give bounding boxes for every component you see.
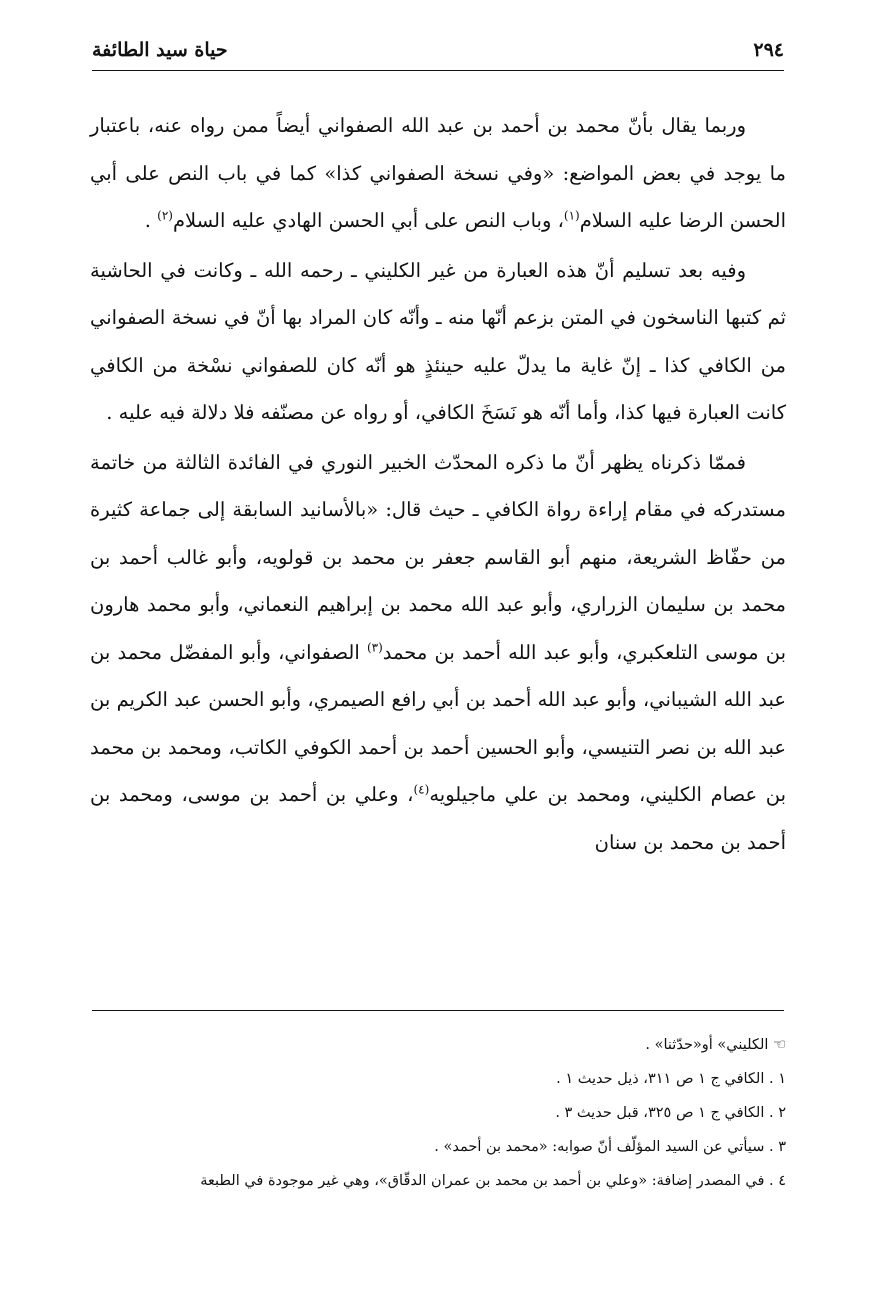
footnote-continuation: ☜ الكليني» أو«حدّثنا» . [645, 1037, 786, 1053]
footnotes [90, 1028, 786, 1198]
paragraph-2 [90, 247, 786, 437]
page-number: ٢٩٤ [753, 39, 784, 61]
footnote-ref-2: (٢) [157, 208, 173, 223]
footnote-rule [92, 1010, 784, 1011]
paragraph-3 [90, 439, 786, 867]
paragraph-text: ، وباب النص على أبي الحسن الهادي عليه السلام [172, 209, 564, 232]
footnote-ref-4: (٤) [413, 782, 430, 797]
paragraph-text: ، وعلي بن أحمد بن موسى، ومحمد بن أحمد بن محمد بن سنان [90, 783, 786, 854]
footnote-ref-1: (١) [563, 208, 580, 223]
footnote-ref-3: (٣) [366, 640, 383, 654]
main-text [90, 102, 786, 866]
paragraph-1 [90, 102, 786, 245]
footnote-2: ٢ . الكافي ج ١ ص ٣٢٥، قبل حديث ٣ . [555, 1105, 786, 1121]
running-header [92, 34, 784, 66]
paragraph-text: . [144, 209, 158, 232]
footnote-3: ٣ . سيأتي عن السيد المؤلّف أنّ صوابه: «محمد بن أحمد» . [434, 1139, 786, 1155]
paragraph-text: وربما يقال بأنّ محمد بن أحمد بن عبد الله الصفواني أيضاً ممن رواه عنه، باعتبار ما يوجد في بعض المواضع: «وفي نسخة الصفواني كذا» كما في باب النص على أبي الحسن الرضا عليه السلام [90, 114, 786, 232]
paragraph-text: الصفواني، وأبو المفضّل محمد بن عبد الله الشيباني، وأبو عبد الله أحمد بن أبي رافع الصيمري، وأبو الحسن عبد الكريم بن عبد الله بن نصر التنيسي، وأبو الحسين أحمد بن أحمد الكوفي الكاتب، ومحمد بن محمد بن عصام الكليني، ومحمد بن علي ماجيلويه [90, 640, 787, 806]
paragraph-text: وفيه بعد تسليم أنّ هذه العبارة من غير الكليني ـ رحمه الله ـ وكانت في الحاشية ثم كتبها الناسخون في المتن بزعم أنّها منه ـ وأنّه كان المراد بها أنّ في نسخة الصفواني من الكافي كذا ـ إنّ غاية ما يدلّ عليه حينئذٍ هو أنّه كان للصفواني نسْخة من الكافي كانت العبارة فيها كذا، وأما أنّه هو نَسَخَ الكافي، أو رواه عن مصنّفه فلا دلالة فيه عليه . [90, 258, 786, 424]
header-rule [92, 70, 784, 71]
paragraph-text: فممّا ذكرناه يظهر أنّ ما ذكره المحدّث الخبير النوري في الفائدة الثالثة من خاتمة مستدركه في مقام إراءة رواة الكافي ـ حيث قال: «بالأسانيد السابقة إلى جماعة كثيرة من حفّاظ الشريعة، منهم أبو القاسم جعفر بن محمد بن قولويه، وأبو غالب أحمد بن محمد بن سليمان الزراري، وأبو عبد الله محمد بن إبراهيم النعماني، وأبو محمد هارون بن موسى التلعكبري، وأبو عبد الله أحمد بن محمد [90, 450, 786, 664]
footnote-1: ١ . الكافي ج ١ ص ٣١١، ذيل حديث ١ . [556, 1071, 786, 1087]
footnote-4: ٤ . في المصدر إضافة: «وعلي بن أحمد بن محمد بن عمران الدقّاق»، وهي غير موجودة في الطبعة [200, 1173, 786, 1189]
book-title: حياة سيد الطائفة [92, 39, 228, 61]
